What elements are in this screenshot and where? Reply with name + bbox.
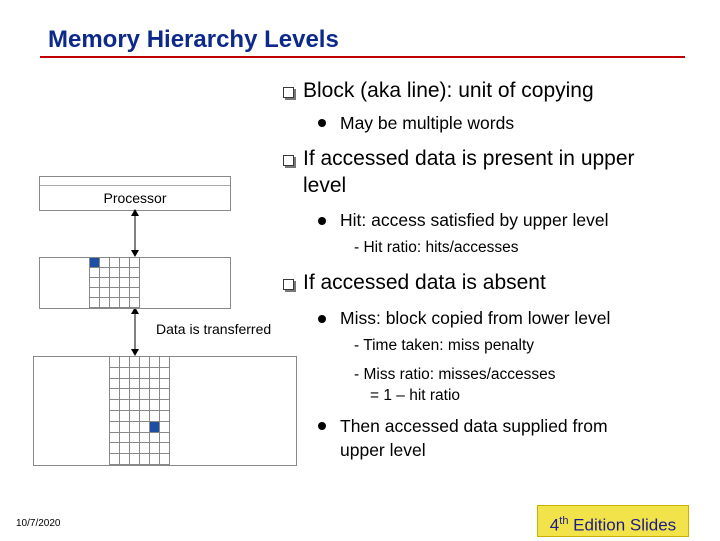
hit-ratio-text: Hit ratio: hits/accesses <box>363 239 519 256</box>
sub-bullet-hit: Hit: access satisfied by upper level <box>340 210 609 230</box>
miss-ratio-text: Miss ratio: misses/accesses <box>363 366 556 383</box>
sub-bullet-words: May be multiple words <box>340 113 515 133</box>
bullet-dot-icon <box>318 315 326 323</box>
sub-sub-miss-ratio: - Miss ratio: misses/accesses <box>354 366 556 383</box>
sub-sub-miss-penalty: - Time taken: miss penalty <box>354 337 535 354</box>
lower-level-box <box>33 356 297 466</box>
upper-level-box <box>39 257 231 309</box>
sub-bullet-then-line1: Then accessed data supplied from <box>340 416 608 436</box>
sub-bullet-miss: Miss: block copied from lower level <box>340 308 611 328</box>
miss-ratio-formula: = 1 – hit ratio <box>370 387 461 404</box>
bullet-block: Block (aka line): unit of copying <box>303 79 594 102</box>
bullet-dot-icon <box>318 217 326 225</box>
miss-penalty-text: Time taken: miss penalty <box>363 337 535 354</box>
upper-level-cells <box>89 257 140 308</box>
bullet-dot-icon <box>318 119 326 127</box>
lower-level-cells <box>109 356 170 465</box>
sub-sub-hit-ratio: - Hit ratio: hits/accesses <box>354 239 519 256</box>
edition-text: Edition Slides <box>568 515 677 535</box>
processor-label: Processor <box>40 185 230 210</box>
edition-suffix: th <box>559 515 569 527</box>
bullet-present-line1: If accessed data is present in upper <box>303 147 635 170</box>
edition-badge <box>537 505 689 537</box>
slide-title: Memory Hierarchy Levels <box>48 26 339 53</box>
bullet-absent: If accessed data is absent <box>303 271 546 294</box>
data-transferred-label: Data is transferred <box>156 321 272 337</box>
footer-date: 10/7/2020 <box>16 518 61 529</box>
bullet-dot-icon <box>318 422 326 430</box>
edition-number: 4 <box>549 515 560 535</box>
sub-bullet-then-line2: upper level <box>340 440 426 460</box>
bullet-present-line2: level <box>303 174 347 197</box>
